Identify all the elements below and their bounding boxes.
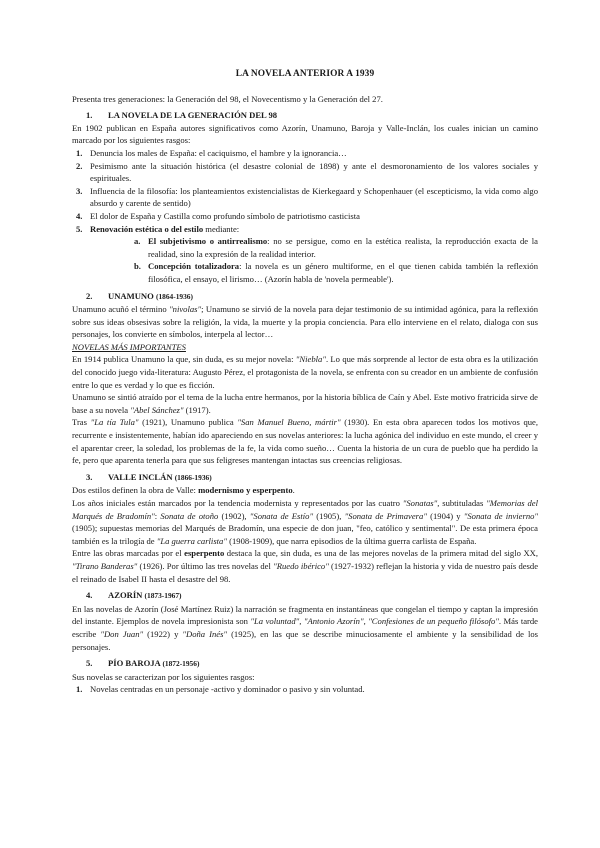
paragraph: Entre las obras marcadas por el esperpento destaca la que, sin duda, es una de las mejores novelas de la primera mitad del siglo XX, "Tirano Banderas" (1926). Por último las tres novelas del "Ruedo ibérico" (1927-1932) reflejan la historia y vida de nuestro país desde el reinado de Isabel II hasta el desastre del 98. — [72, 548, 539, 584]
paragraph: Sus novelas se caracterizan por los siguientes rasgos: — [72, 671, 255, 682]
page-title: LA NOVELA ANTERIOR A 1939 — [235, 69, 375, 79]
paragraph: Tras "La tía Tula" (1921), Unamuno publica "San Manuel Bueno, mártir" (1930). En esta obra aparecen todos los motivos que, recurrente e insistentemente, habían ido apareciendo en sus novelas anteriores: la lucha agónica del individuo en este mundo, el creer y el aparentar creer, la soledad, los problemas de la fe, la vida como sueño… Cuenta la historia de un cura de pueblo que ha perdido la fe, pero que aparenta tenerla para que sus feligreses mantengan intactas sus creencias religiosas. — [72, 417, 538, 466]
subheading-novelas: NOVELAS MÁS IMPORTANTES — [72, 341, 186, 352]
section-heading-baroja: 5. PÍO BAROJA (1872-1956) — [86, 658, 200, 669]
list-item: 3. Influencia de la filosofía: los planteamientos existencialistas de Kierkegaard y Schopenhauer (el escepticismo, la vida como algo absurdo y carente de sentido) — [76, 185, 538, 209]
list-item: 5. Renovación estética o del estilo mediante: — [76, 223, 240, 234]
paragraph: Unamuno se sintió atraído por el tema de la lucha entre hermanos, por la historia bíblica de Caín y Abel. Este motivo fratricida sirve de base a su novela "Abel Sánchez" (1917). — [72, 392, 538, 415]
list-item: 4. El dolor de España y Castilla como profundo símbolo de patriotismo casticista — [76, 210, 360, 221]
section-heading-azorin: 4. AZORÍN (1873-1967) — [86, 590, 182, 601]
baroja-list — [72, 683, 538, 696]
section-heading-98 — [86, 109, 538, 122]
sub-list-item: a. El subjetivismo o antirrealismo: no se persigue, como en la estética realista, la reproducción exacta de la realidad, sino la expresión de la realidad interior. — [134, 236, 538, 259]
paragraph: En 1914 publica Unamuno la que, sin duda, es su mejor novela: "Niebla". Lo que más sorprende al lector de esta obra es la utilización del conocido juego vida-literatura: Augusto Pérez, el protagonista de la novela, se enfrenta con su creador en un ambiente de confusión entre lo que es verdad y lo que es ficción. — [72, 354, 538, 390]
intro-paragraph: Presenta tres generaciones: la Generación del 98, el Novecentismo y la Generación del 27. — [72, 93, 383, 104]
sub-list — [72, 235, 538, 285]
paragraph: Unamuno acuñó el término "nivolas"; Unamuno se sirvió de la novela para dejar testimonio de su intimidad agónica, para la reflexión sobre sus ideas obsesivas sobre la religión, la vida, la muerte y la propia conciencia. Para ello interviene en el relato, dialoga con sus personajes, los convierte en símbolos, interpela al lector… — [72, 304, 538, 340]
document-page — [72, 68, 538, 696]
section-heading-unamuno: 2. UNAMUNO (1864-1936) — [86, 290, 193, 301]
paragraph: En las novelas de Azorín (José Martínez Ruiz) la narración se fragmenta en instantáneas que congelan el tiempo y captan la impresión del instante. Ejemplos de novela impresionista son "La voluntad", "Antonio Azorín", "Confesiones de un pequeño filósofo". Más tarde escribe "Don Juan" (1922) y "Doña Inés" (1925), en las que se describe minuciosamente el ambiente y la sensibilidad de los personajes. — [72, 603, 538, 652]
list-item: 2. Pesimismo ante la situación histórica (el desastre colonial de 1898) y ante el desmoronamiento de los valores sociales y espirituales. — [76, 160, 538, 184]
section-heading-valle: 3. VALLE INCLÁN (1866-1936) — [86, 471, 212, 482]
paragraph: Los años iniciales están marcados por la tendencia modernista y representados por las cuatro "Sonatas", subtituladas "Memorias del Marqués de Bradomín": Sonata de otoño (1902), "Sonata de Estío" (1905), "Sonata de Primavera" (1904) y "Sonata de invierno" (1905); supuestas memorias del Marqués de Bradomín, una especie de don juan, "feo, católico y sentimental". De esta primera época también es la trilogía de "La guerra carlista" (1908-1909), que narra episodios de la última guerra carlista de España. — [72, 498, 539, 546]
traits-list — [72, 147, 538, 235]
section-number: 1. — [86, 110, 93, 121]
section-title: LA NOVELA DE LA GENERACIÓN DEL 98 — [108, 110, 278, 121]
sub-list-item: b. Concepción totalizadora: la novela es un género multiforme, en el que tienen cabida también la reflexión filosófica, el ensayo, el lirismo… (Azorín habla de 'novela permeable'). — [134, 261, 538, 284]
paragraph: En 1902 publican en España autores significativos como Azorín, Unamuno, Baroja y Valle-Inclán, los cuales inician un camino marcado por los siguientes rasgos: — [72, 122, 538, 146]
list-item: 1. Denuncia los males de España: el caciquismo, el hambre y la ignorancia… — [76, 147, 347, 158]
paragraph: Dos estilos definen la obra de Valle: modernismo y esperpento. — [72, 485, 295, 496]
list-item: 1. Novelas centradas en un personaje -activo y dominador o pasivo y sin voluntad. — [76, 684, 365, 695]
